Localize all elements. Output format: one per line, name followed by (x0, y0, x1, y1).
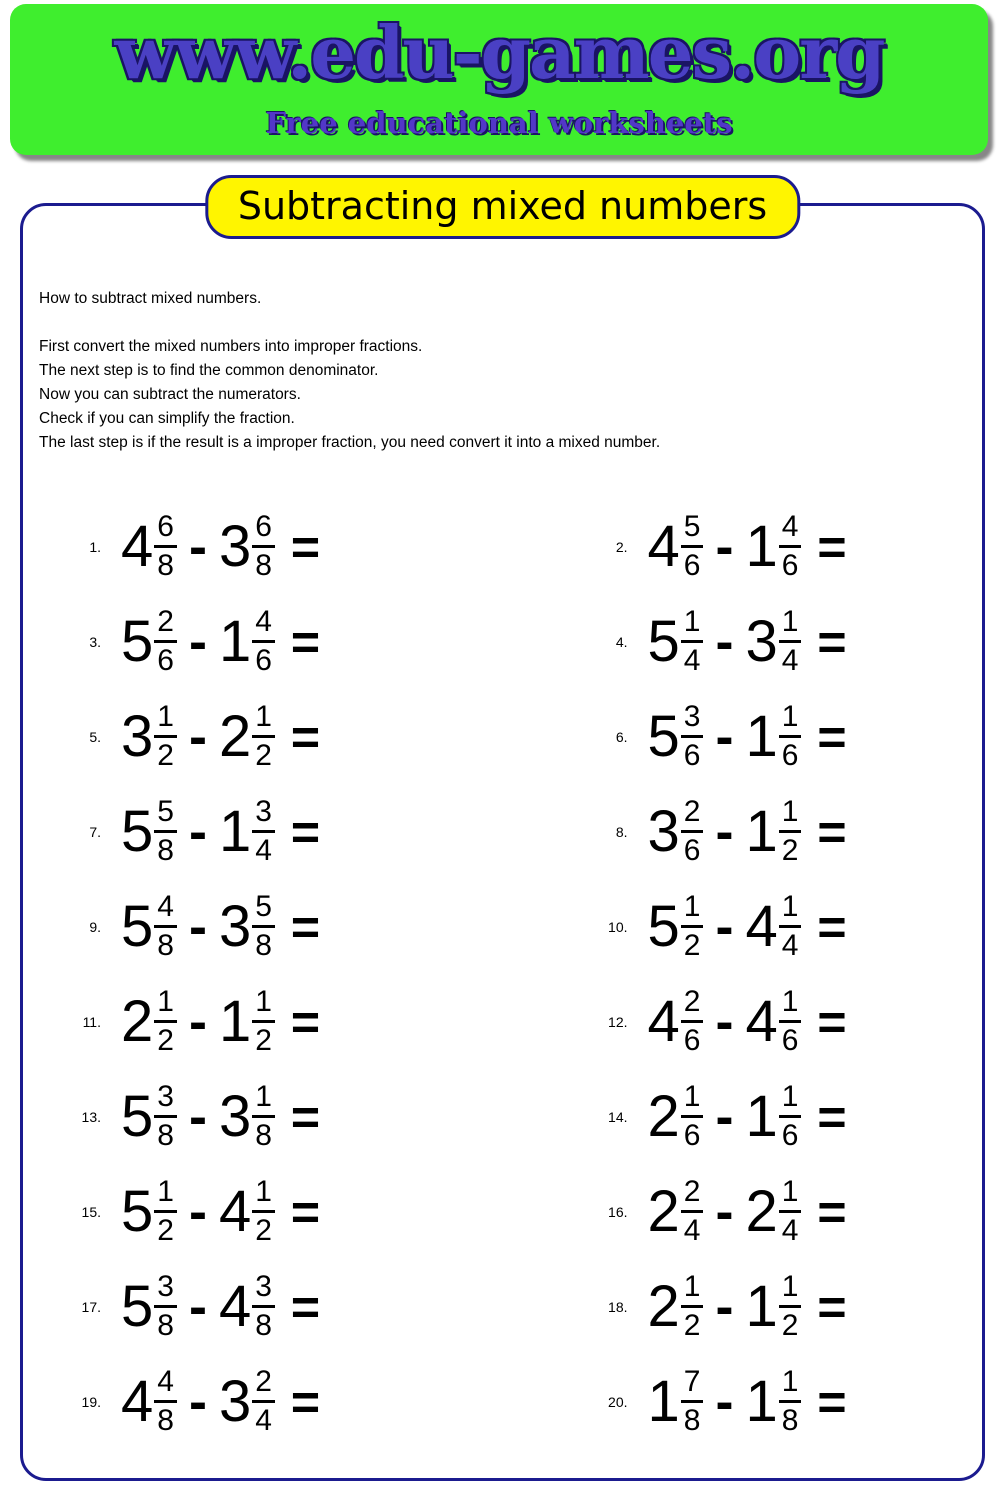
minus-operator: - (715, 896, 734, 957)
minuend-numerator: 4 (157, 890, 174, 923)
minuend-fraction (681, 607, 704, 676)
minuend-whole: 3 (121, 703, 153, 769)
subtrahend-numerator: 4 (255, 605, 272, 638)
worksheet-title: Subtracting mixed numbers (205, 175, 800, 239)
subtrahend-numerator: 3 (255, 1270, 272, 1303)
site-subtitle: Free educational worksheets (265, 106, 733, 140)
minuend-whole: 1 (647, 1368, 679, 1434)
minus-operator: - (715, 1371, 734, 1432)
equals-sign: = (817, 518, 847, 575)
subtrahend-numerator: 1 (781, 1080, 799, 1113)
subtrahend-denominator: 2 (779, 1305, 802, 1341)
minuend-denominator: 8 (154, 545, 177, 581)
equals-sign: = (290, 803, 321, 860)
equals-sign: = (817, 613, 847, 670)
minuend-numerator: 2 (683, 1175, 701, 1208)
subtrahend-whole: 3 (218, 893, 251, 959)
minuend-fraction (681, 1177, 704, 1246)
minuend-numerator: 1 (157, 1175, 174, 1208)
minuend-numerator: 7 (683, 1365, 701, 1398)
minuend-whole: 4 (647, 513, 679, 579)
minuend-whole: 2 (647, 1273, 679, 1339)
minuend-whole: 4 (647, 988, 679, 1054)
subtrahend-whole: 4 (745, 988, 777, 1054)
problem-number: 7. (89, 823, 101, 840)
problem-number: 3. (89, 633, 101, 650)
subtrahend-whole: 1 (745, 1083, 777, 1149)
subtrahend-whole: 1 (745, 798, 777, 864)
minuend-numerator: 1 (683, 1270, 701, 1303)
subtrahend-denominator: 4 (779, 1210, 802, 1246)
subtrahend-whole: 1 (218, 988, 251, 1054)
problem-number: 9. (89, 918, 101, 935)
subtrahend-numerator: 1 (781, 985, 799, 1018)
instructions-block (23, 206, 982, 455)
subtrahend-numerator: 1 (781, 700, 799, 733)
minus-operator: - (188, 896, 207, 957)
subtrahend-fraction (252, 1367, 275, 1436)
problem-number: 18. (608, 1298, 628, 1315)
minuend-numerator: 3 (683, 700, 701, 733)
problem-row (53, 594, 518, 689)
subtrahend-whole: 1 (745, 1368, 777, 1434)
subtrahend-numerator: 1 (781, 1175, 799, 1208)
minuend-numerator: 5 (157, 795, 174, 828)
subtrahend-numerator: 1 (255, 700, 272, 733)
subtrahend-whole: 4 (218, 1273, 251, 1339)
subtrahend-fraction (252, 1177, 275, 1246)
problem-expression (121, 987, 320, 1056)
problem-row (53, 879, 518, 974)
minuend-numerator: 1 (683, 1080, 701, 1113)
equals-sign: = (817, 708, 847, 765)
subtrahend-fraction (252, 987, 275, 1056)
minuend-numerator: 4 (157, 1365, 174, 1398)
minuend-fraction (154, 702, 177, 771)
subtrahend-fraction (779, 1367, 802, 1436)
minuend-fraction (154, 892, 177, 961)
subtrahend-whole: 4 (218, 1178, 251, 1244)
minuend-whole: 3 (647, 798, 679, 864)
subtrahend-whole: 1 (745, 513, 777, 579)
minuend-fraction (681, 1272, 704, 1341)
worksheet-sheet (20, 184, 985, 1481)
site-banner (10, 4, 988, 155)
minuend-whole: 5 (121, 1083, 153, 1149)
problem-number: 11. (82, 1013, 101, 1030)
subtrahend-fraction (252, 797, 275, 866)
equals-sign: = (290, 898, 321, 955)
problem-expression (121, 1177, 320, 1246)
problem-row (518, 784, 983, 879)
minus-operator: - (715, 516, 734, 577)
problem-row (53, 974, 518, 1069)
instruction-line: Now you can subtract the numerators. (39, 386, 301, 403)
minuend-numerator: 1 (683, 890, 701, 923)
problem-number: 16. (608, 1203, 628, 1220)
minuend-denominator: 2 (154, 1210, 177, 1246)
problem-expression (121, 607, 320, 676)
minuend-denominator: 4 (681, 640, 704, 676)
subtrahend-fraction (779, 987, 802, 1056)
minuend-denominator: 8 (681, 1400, 704, 1436)
subtrahend-fraction (779, 1082, 802, 1151)
minuend-denominator: 6 (681, 1020, 704, 1056)
minus-operator: - (188, 1181, 207, 1242)
subtrahend-whole: 2 (745, 1178, 777, 1244)
minuend-denominator: 2 (154, 1020, 177, 1056)
minus-operator: - (188, 801, 207, 862)
subtrahend-whole: 1 (218, 608, 251, 674)
problem-number: 2. (615, 538, 628, 555)
subtrahend-numerator: 3 (255, 795, 272, 828)
minuend-denominator: 2 (154, 735, 177, 771)
problem-expression (648, 1272, 847, 1341)
minuend-whole: 5 (121, 1178, 153, 1244)
minuend-whole: 5 (647, 893, 679, 959)
subtrahend-denominator: 8 (252, 1305, 275, 1341)
subtrahend-whole: 1 (745, 703, 777, 769)
minuend-numerator: 5 (683, 510, 701, 543)
subtrahend-fraction (252, 702, 275, 771)
equals-sign: = (290, 518, 321, 575)
minuend-numerator: 6 (157, 510, 174, 543)
minuend-denominator: 4 (681, 1210, 704, 1246)
problems-grid (23, 499, 982, 1449)
equals-sign: = (817, 1088, 847, 1145)
minuend-denominator: 8 (154, 1115, 177, 1151)
subtrahend-numerator: 6 (255, 510, 272, 543)
equals-sign: = (817, 1183, 847, 1240)
subtrahend-numerator: 1 (781, 1365, 799, 1398)
minuend-whole: 2 (647, 1178, 679, 1244)
subtrahend-whole: 2 (218, 703, 251, 769)
problem-row (53, 499, 518, 594)
howto-heading: How to subtract mixed numbers. (39, 290, 262, 307)
subtrahend-numerator: 1 (255, 985, 272, 1018)
instruction-line: First convert the mixed numbers into improper fractions. (39, 338, 423, 355)
subtrahend-fraction (252, 1082, 275, 1151)
subtrahend-whole: 4 (745, 893, 777, 959)
subtrahend-denominator: 2 (252, 1210, 275, 1246)
minuend-whole: 2 (647, 1083, 679, 1149)
problem-row (53, 1354, 518, 1449)
problem-number: 12. (608, 1013, 628, 1030)
minus-operator: - (715, 1181, 734, 1242)
problem-row (53, 689, 518, 784)
minuend-fraction (154, 607, 177, 676)
minuend-fraction (681, 512, 704, 581)
minuend-denominator: 6 (154, 640, 177, 676)
subtrahend-numerator: 1 (781, 605, 799, 638)
problem-expression (648, 1367, 847, 1436)
minus-operator: - (188, 1276, 207, 1337)
subtrahend-denominator: 4 (252, 830, 275, 866)
minuend-denominator: 8 (154, 1400, 177, 1436)
problem-expression (648, 797, 847, 866)
subtrahend-whole: 1 (745, 1273, 777, 1339)
problem-expression (121, 1082, 320, 1151)
minuend-fraction (154, 512, 177, 581)
problem-row (518, 974, 983, 1069)
subtrahend-denominator: 6 (779, 1115, 802, 1151)
problem-row (518, 1069, 983, 1164)
minuend-fraction (681, 987, 704, 1056)
problem-number: 17. (81, 1298, 101, 1315)
minuend-fraction (154, 987, 177, 1056)
minuend-fraction (681, 892, 704, 961)
minus-operator: - (188, 1086, 207, 1147)
minus-operator: - (715, 706, 734, 767)
subtrahend-numerator: 1 (781, 795, 799, 828)
subtrahend-fraction (779, 797, 802, 866)
minuend-fraction (681, 1082, 704, 1151)
problem-expression (121, 1367, 320, 1436)
problem-number: 20. (608, 1393, 628, 1410)
equals-sign: = (290, 1183, 321, 1240)
minus-operator: - (715, 1086, 734, 1147)
subtrahend-whole: 3 (745, 608, 777, 674)
problem-expression (648, 892, 847, 961)
minuend-denominator: 6 (681, 735, 704, 771)
problem-row (518, 594, 983, 689)
problem-row (53, 1069, 518, 1164)
equals-sign: = (290, 708, 321, 765)
minuend-fraction (154, 1177, 177, 1246)
minuend-whole: 5 (121, 893, 153, 959)
subtrahend-fraction (252, 512, 275, 581)
subtrahend-numerator: 1 (781, 890, 799, 923)
equals-sign: = (290, 1373, 321, 1430)
minuend-whole: 4 (121, 513, 153, 579)
problem-expression (648, 702, 847, 771)
problem-row (53, 1259, 518, 1354)
subtrahend-fraction (779, 512, 802, 581)
problem-number: 19. (81, 1393, 101, 1410)
subtrahend-denominator: 8 (252, 925, 275, 961)
instruction-line: The last step is if the result is a improper fraction, you need convert it into a mixed number. (39, 434, 661, 451)
problem-number: 4. (615, 633, 628, 650)
minus-operator: - (188, 516, 207, 577)
minuend-whole: 5 (647, 608, 679, 674)
minuend-denominator: 2 (681, 925, 704, 961)
subtrahend-denominator: 8 (779, 1400, 802, 1436)
subtrahend-denominator: 8 (252, 1115, 275, 1151)
subtrahend-whole: 1 (218, 798, 251, 864)
subtrahend-fraction (779, 1177, 802, 1246)
problem-number: 5. (89, 728, 101, 745)
problem-expression (648, 1082, 847, 1151)
problem-row (518, 879, 983, 974)
minus-operator: - (715, 1276, 734, 1337)
minuend-numerator: 1 (157, 985, 174, 1018)
instruction-line: The next step is to find the common denominator. (39, 362, 379, 379)
subtrahend-denominator: 4 (779, 925, 802, 961)
problem-row (518, 1354, 983, 1449)
equals-sign: = (290, 1278, 321, 1335)
subtrahend-fraction (252, 607, 275, 676)
minuend-whole: 5 (121, 608, 153, 674)
instruction-line: Check if you can simplify the fraction. (39, 410, 295, 427)
minuend-denominator: 2 (681, 1305, 704, 1341)
problem-row (518, 1164, 983, 1259)
minuend-numerator: 3 (157, 1270, 174, 1303)
problem-row (518, 1259, 983, 1354)
minuend-fraction (681, 702, 704, 771)
minuend-denominator: 8 (154, 925, 177, 961)
site-title: www.edu-games.org (114, 10, 884, 95)
minuend-fraction (154, 1272, 177, 1341)
subtrahend-fraction (252, 892, 275, 961)
subtrahend-fraction (779, 607, 802, 676)
problem-row (518, 499, 983, 594)
subtrahend-denominator: 6 (779, 735, 802, 771)
minus-operator: - (188, 611, 207, 672)
minus-operator: - (715, 611, 734, 672)
subtrahend-denominator: 6 (779, 1020, 802, 1056)
minuend-denominator: 6 (681, 1115, 704, 1151)
problem-number: 1. (89, 538, 101, 555)
equals-sign: = (817, 1278, 847, 1335)
problem-number: 14. (608, 1108, 628, 1125)
subtrahend-denominator: 4 (779, 640, 802, 676)
minuend-numerator: 2 (157, 605, 174, 638)
problem-row (518, 689, 983, 784)
minus-operator: - (188, 1371, 207, 1432)
equals-sign: = (290, 993, 321, 1050)
equals-sign: = (290, 1088, 321, 1145)
equals-sign: = (817, 803, 847, 860)
problem-expression (648, 987, 847, 1056)
problem-number: 6. (615, 728, 628, 745)
minuend-fraction (154, 1082, 177, 1151)
minuend-denominator: 8 (154, 830, 177, 866)
minuend-numerator: 1 (157, 700, 174, 733)
minuend-whole: 5 (647, 703, 679, 769)
problem-row (53, 1164, 518, 1259)
minuend-whole: 4 (121, 1368, 153, 1434)
subtrahend-whole: 3 (218, 513, 251, 579)
problem-expression (121, 702, 320, 771)
minus-operator: - (188, 991, 207, 1052)
subtrahend-numerator: 1 (781, 1270, 799, 1303)
equals-sign: = (817, 898, 847, 955)
minuend-fraction (154, 797, 177, 866)
problem-expression (121, 512, 320, 581)
subtrahend-numerator: 5 (255, 890, 272, 923)
subtrahend-denominator: 8 (252, 545, 275, 581)
minus-operator: - (715, 991, 734, 1052)
subtrahend-numerator: 1 (255, 1080, 272, 1113)
problem-number: 8. (615, 823, 628, 840)
minuend-whole: 5 (121, 798, 153, 864)
minuend-fraction (681, 797, 704, 866)
minuend-numerator: 3 (157, 1080, 174, 1113)
subtrahend-whole: 3 (218, 1083, 251, 1149)
minuend-denominator: 8 (154, 1305, 177, 1341)
minuend-fraction (681, 1367, 704, 1436)
problem-expression (648, 1177, 847, 1246)
problem-expression (121, 1272, 320, 1341)
problem-expression (648, 607, 847, 676)
subtrahend-denominator: 2 (252, 735, 275, 771)
minus-operator: - (188, 706, 207, 767)
subtrahend-numerator: 1 (255, 1175, 272, 1208)
subtrahend-fraction (779, 892, 802, 961)
problem-number: 15. (81, 1203, 101, 1220)
subtrahend-numerator: 2 (255, 1365, 272, 1398)
equals-sign: = (290, 613, 321, 670)
minuend-numerator: 2 (683, 795, 701, 828)
subtrahend-fraction (252, 1272, 275, 1341)
minuend-denominator: 6 (681, 830, 704, 866)
subtrahend-denominator: 2 (252, 1020, 275, 1056)
minus-operator: - (715, 801, 734, 862)
subtrahend-fraction (779, 702, 802, 771)
minuend-whole: 5 (121, 1273, 153, 1339)
problem-number: 10. (608, 918, 628, 935)
equals-sign: = (817, 1373, 847, 1430)
subtrahend-denominator: 2 (779, 830, 802, 866)
minuend-fraction (154, 1367, 177, 1436)
subtrahend-numerator: 4 (781, 510, 799, 543)
problem-number: 13. (81, 1108, 101, 1125)
subtrahend-whole: 3 (218, 1368, 251, 1434)
minuend-whole: 2 (121, 988, 153, 1054)
minuend-numerator: 1 (683, 605, 701, 638)
problem-expression (121, 797, 320, 866)
subtrahend-denominator: 4 (252, 1400, 275, 1436)
equals-sign: = (817, 993, 847, 1050)
problem-expression (648, 512, 847, 581)
subtrahend-fraction (779, 1272, 802, 1341)
minuend-numerator: 2 (683, 985, 701, 1018)
subtrahend-denominator: 6 (779, 545, 802, 581)
problem-expression (121, 892, 320, 961)
problem-row (53, 784, 518, 879)
minuend-denominator: 6 (681, 545, 704, 581)
subtrahend-denominator: 6 (252, 640, 275, 676)
